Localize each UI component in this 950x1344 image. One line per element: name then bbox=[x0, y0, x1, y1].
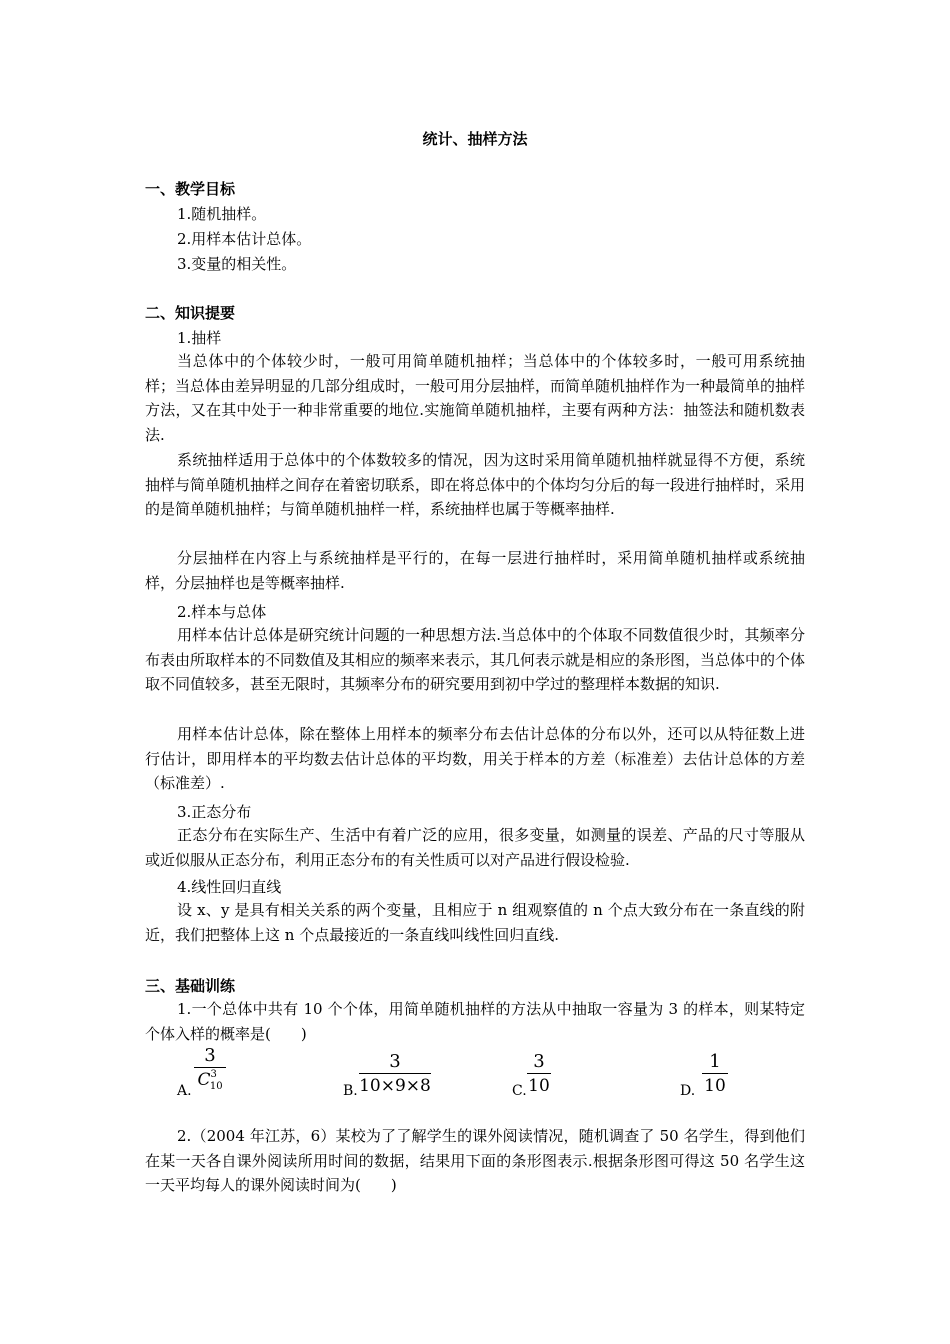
numerator: 3 bbox=[389, 1051, 401, 1072]
section-heading-knowledge: 二、知识提要 bbox=[145, 304, 236, 322]
section-heading-exercises: 三、基础训练 bbox=[145, 977, 236, 995]
option-c-label: C. bbox=[512, 1083, 527, 1099]
subheading-normal-distribution: 3.正态分布 bbox=[177, 803, 252, 821]
paragraph: 用样本估计总体，除在整体上用样本的频率分布去估计总体的分布以外，还可以从特征数上进行估计，即用样本的平均数去估计总体的平均数，用关于样本的方差（标准差）去估计总体的方差（标准差）. bbox=[145, 725, 805, 793]
fraction-bar bbox=[359, 1073, 431, 1074]
page-title: 统计、抽样方法 bbox=[422, 130, 528, 148]
question-2: 2.（2004 年江苏，6）某校为了了解学生的课外阅读情况，随机调查了 50 名学生，得到他们在某一天各自课外阅读所用时间的数据，结果用下面的条形图表示.根据条形图可得这 50 名学生这一天平均每人的课外阅读时间为( ) bbox=[145, 1127, 805, 1195]
question-1: 1.一个总体中共有 10 个个体，用简单随机抽样的方法从中抽取一容量为 3 的样本，则某特定个体入样的概率是( ) bbox=[145, 1000, 805, 1043]
option-b-label: B. bbox=[343, 1083, 358, 1099]
fraction-bar bbox=[194, 1067, 226, 1068]
option-b-fraction bbox=[359, 1052, 431, 1096]
numerator: 1 bbox=[709, 1051, 721, 1072]
subheading-regression-line: 4.线性回归直线 bbox=[177, 878, 282, 896]
goal-item: 1.随机抽样。 bbox=[177, 205, 267, 223]
paragraph: 用样本估计总体是研究统计问题的一种思想方法.当总体中的个体取不同数值很少时，其频率分布表由所取样本的不同数值及其相应的频率来表示，其几何表示就是相应的条形图，当总体中的个体取不同值较多，甚至无限时，其频率分布的研究要用到初中学过的整理样本数据的知识. bbox=[145, 626, 806, 694]
goal-item: 3.变量的相关性。 bbox=[177, 255, 297, 273]
option-d-label: D. bbox=[680, 1083, 696, 1099]
denominator: 10 bbox=[704, 1076, 726, 1096]
goal-item: 2.用样本估计总体。 bbox=[177, 230, 312, 248]
section-heading-goals: 一、教学目标 bbox=[145, 180, 236, 198]
fraction-bar bbox=[527, 1073, 551, 1074]
superscript: 3 bbox=[210, 1069, 217, 1080]
combination-symbol: C bbox=[197, 1070, 211, 1090]
option-a-label: A. bbox=[177, 1083, 192, 1099]
denominator: 10 bbox=[528, 1076, 550, 1096]
subscript: 10 bbox=[209, 1081, 223, 1092]
subheading-sampling: 1.抽样 bbox=[177, 329, 222, 347]
fraction-bar bbox=[702, 1073, 728, 1074]
numerator: 3 bbox=[533, 1051, 545, 1072]
denominator: 10×9×8 bbox=[359, 1076, 431, 1096]
paragraph: 设 x、y 是具有相关关系的两个变量，且相应于 n 组观察值的 n 个点大致分布在一条直线的附近，我们把整体上这 n 个点最接近的一条直线叫线性回归直线. bbox=[145, 901, 805, 944]
paragraph: 当总体中的个体较少时，一般可用简单随机抽样；当总体中的个体较多时，一般可用系统抽样；当总体由差异明显的几部分组成时，一般可用分层抽样，而简单随机抽样作为一种最简单的抽样方法，又在其中处于一种非常重要的地位.实施简单随机抽样，主要有两种方法：抽签法和随机数表法. bbox=[145, 352, 806, 444]
paragraph: 系统抽样适用于总体中的个体数较多的情况，因为这时采用简单随机抽样就显得不方便，系统抽样与简单随机抽样之间存在着密切联系，即在将总体中的个体均匀分后的每一段进行抽样时，采用的是简单随机抽样；与简单随机抽样一样，系统抽样也属于等概率抽样. bbox=[145, 451, 806, 519]
subheading-sample-population: 2.样本与总体 bbox=[177, 603, 267, 621]
option-c-fraction bbox=[527, 1052, 551, 1096]
option-d-fraction bbox=[702, 1052, 728, 1096]
paragraph: 正态分布在实际生产、生活中有着广泛的应用，很多变量，如测量的误差、产品的尺寸等服从或近似服从正态分布，利用正态分布的有关性质可以对产品进行假设检验. bbox=[145, 826, 805, 869]
option-a-fraction bbox=[194, 1046, 226, 1093]
paragraph: 分层抽样在内容上与系统抽样是平行的，在每一层进行抽样时，采用简单随机抽样或系统抽样，分层抽样也是等概率抽样. bbox=[145, 549, 805, 592]
numerator: 3 bbox=[204, 1045, 216, 1066]
denominator bbox=[194, 1070, 226, 1093]
